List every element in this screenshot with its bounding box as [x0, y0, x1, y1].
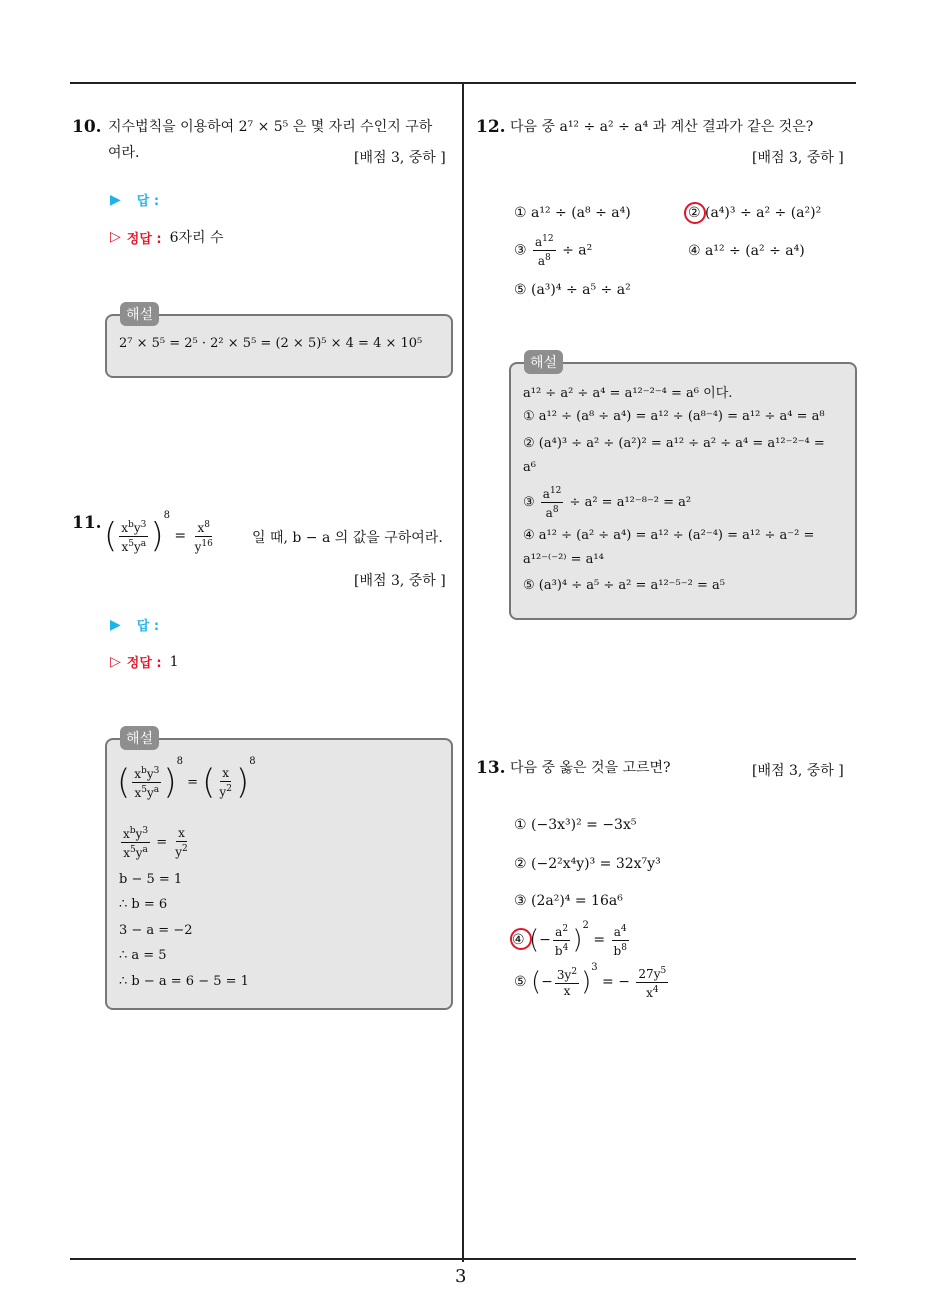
q11-number: 11.: [72, 513, 102, 533]
q11-answer-row[interactable]: [110, 615, 159, 634]
q13-text: 다음 중 옳은 것을 고르면?: [510, 760, 671, 776]
q13-number: 13.: [476, 758, 506, 778]
q12-choice-1[interactable]: ① a¹² ÷ (a⁸ ÷ a⁴): [514, 205, 631, 221]
q12-explain-line: a¹² ÷ a² ÷ a⁴ = a¹²⁻²⁻⁴ = a⁶ 이다.: [523, 386, 733, 401]
q11-explain-line: 3 − a = −2: [119, 923, 193, 938]
q11-answer-label: 답 :: [136, 619, 160, 634]
q10-points: [배점 3, 중하 ]: [354, 150, 446, 166]
q12-number: 12.: [476, 117, 506, 137]
q13-choice-4-prefix: ④: [512, 932, 525, 948]
q12-explain-3-rest: ÷ a² = a¹²⁻⁸⁻² = a²: [569, 495, 692, 510]
q11-correct-label: 정답 :: [126, 656, 162, 671]
q10-number: 10.: [72, 117, 102, 137]
outline-triangle-icon: ▷: [110, 229, 121, 245]
q11-explain-line: b − 5 = 1: [119, 872, 183, 887]
q11-text: 일 때, b − a 의 값을 구하여라.: [252, 530, 443, 546]
q13-choice-3[interactable]: ③ (2a²)⁴ = 16a⁶: [514, 893, 623, 909]
q12-explanation-box: [509, 362, 857, 620]
column-divider: [462, 82, 464, 1262]
page-number: 3: [455, 1266, 467, 1287]
q12-choice-5[interactable]: ⑤ (a³)⁴ ÷ a⁵ ÷ a²: [514, 282, 631, 298]
bottom-rule: [70, 1258, 856, 1260]
q10-answer-row[interactable]: [110, 190, 159, 209]
q11-explanation-box: [105, 738, 453, 1010]
q12-choice-3-rest: ÷ a²: [562, 242, 593, 259]
q13-choice-2[interactable]: ② (−2²x⁴y)³ = 32x⁷y³: [514, 856, 661, 872]
q12-explain-line: ② (a⁴)³ ÷ a² ÷ (a²)² = a¹² ÷ a² ÷ a⁴ = a¹²⁻²⁻⁴ =: [523, 436, 825, 451]
q12-explain-line: ⑤ (a³)⁴ ÷ a⁵ ÷ a² = a¹²⁻⁵⁻² = a⁵: [523, 578, 725, 593]
q11-equation: ( $\frac{x^by^3}{x^5y^a}$ )$^8$ = $\frac{x^8}{y^{16}}$: [104, 510, 213, 556]
q10-correct-value: 6자리 수: [169, 230, 224, 246]
q12-choice-4[interactable]: ④ a¹² ÷ (a² ÷ a⁴): [688, 243, 805, 259]
q11-explain-line: ∴ b − a = 6 − 5 = 1: [119, 974, 249, 989]
q12-explain-3-prefix: ③: [523, 495, 535, 510]
q11-explain-eq2: $\frac{x^by^3}{x^5y^a}$ = $\frac{x}{y^2}$: [123, 825, 188, 860]
q10-correct-row: [110, 227, 224, 247]
q13-choice-1[interactable]: ① (−3x³)² = −3x⁵: [514, 817, 637, 833]
q12-explain-line: ④ a¹² ÷ (a² ÷ a⁴) = a¹² ÷ (a²⁻⁴) = a¹² ÷ a⁻² =: [523, 528, 815, 543]
q12-points: [배점 3, 중하 ]: [752, 150, 844, 166]
q13-choice-4[interactable]: ④ (− $\frac{a^2}{b^4}$ )$^2$ = $\frac{a^4}{b^8}$: [512, 920, 627, 958]
q10-correct-label: 정답 :: [126, 231, 162, 247]
q10-explain-line: 2⁷ × 5⁵ = 2⁵ · 2² × 5⁵ = (2 × 5)⁵ × 4 = 4 × 10⁵: [119, 336, 423, 351]
q12-explain-line: a⁶: [523, 460, 536, 475]
play-triangle-icon: ▶: [110, 191, 121, 208]
play-triangle-icon: ▶: [110, 616, 121, 633]
q13-choice-5-prefix: ⑤: [514, 974, 527, 990]
q11-explanation-tag: 해설: [120, 726, 159, 750]
q12-choice-3-prefix: ③: [514, 242, 527, 259]
q10-answer-label: 답 :: [136, 194, 160, 209]
outline-triangle-icon: ▷: [110, 653, 121, 670]
q11-explain-line: ∴ a = 5: [119, 948, 167, 963]
q12-choice-2[interactable]: ② (a⁴)³ ÷ a² ÷ (a²)²: [688, 205, 822, 221]
q10-text-line1: 지수법칙을 이용하여 2⁷ × 5⁵ 은 몇 자리 수인지 구하: [108, 119, 433, 135]
q12-explanation-tag: 해설: [524, 350, 563, 374]
q10-explanation-tag: 해설: [120, 302, 159, 326]
q13-choice-5[interactable]: ⑤ (− $\frac{3y^2}{x}$ )$^3$ = − $\frac{27y^5}{x^4}$: [514, 962, 667, 1000]
q13-points: [배점 3, 중하 ]: [752, 763, 844, 779]
q11-points: [배점 3, 중하 ]: [354, 573, 446, 589]
q11-correct-row: [110, 652, 179, 671]
q10-text-line2: 여라.: [108, 145, 140, 161]
q12-selected-circle: [684, 202, 706, 224]
q11-explain-line: ∴ b = 6: [119, 897, 168, 912]
q11-explain-eq1: ( $\frac{x^by^3}{x^5y^a}$ )$^8$ = ( $\frac{x}{y^2}$ )$^8$: [117, 756, 256, 803]
q11-correct-value: 1: [169, 653, 179, 670]
q13-selected-circle: [510, 928, 532, 950]
q12-choice-3-fraction: $\frac{a^{12}}{a^8}$: [535, 234, 554, 268]
q12-explain-line: ① a¹² ÷ (a⁸ ÷ a⁴) = a¹² ÷ (a⁸⁻⁴) = a¹² ÷ a⁴ = a⁸: [523, 409, 825, 424]
q12-choice-3[interactable]: [514, 232, 592, 269]
q12-text: 다음 중 a¹² ÷ a² ÷ a⁴ 과 계산 결과가 같은 것은?: [510, 119, 814, 135]
q12-explain-line: a¹²⁻⁽⁻²⁾ = a¹⁴: [523, 552, 604, 567]
q12-explain-line-3: ③ $\frac{a^{12}}{a^8}$ ÷ a² = a¹²⁻⁸⁻² = a²: [523, 486, 692, 520]
